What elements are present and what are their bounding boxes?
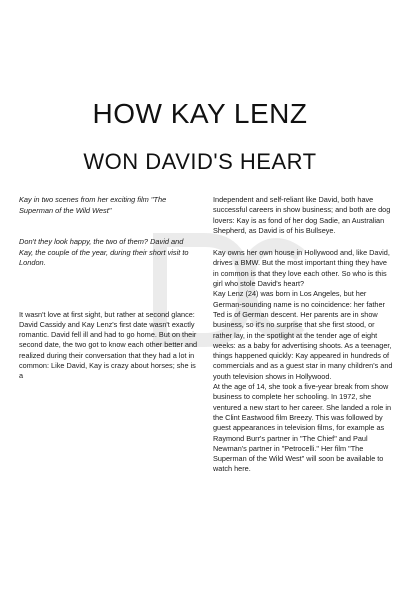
right-column: [213, 195, 393, 475]
article-body-left: It wasn't love at first sight, but rather at second glance: David Cassidy and Kay Lenz's first date wasn't exactly romantic. David fell ill and had to go home. But on their second date, the two got to know each other better and realized during their conversation that they had a lot in common: Like David, Kay is crazy about horses; she is a: [19, 309, 198, 381]
left-column: [19, 195, 199, 382]
article-body-right-1: Independent and self-reliant like David, both have successful careers in show business; and both are dog lovers: Kay is as fond of her dog Sadie, an Australian Shepherd, as David is of his Bullseye.: [213, 195, 391, 235]
headline-line-1: HOW KAY LENZ: [92, 98, 308, 129]
photo-caption-1: Kay in two scenes from her exciting film "The Superman of the Wild West": [19, 195, 167, 215]
headline-line-2: WON DAVID'S HEART: [83, 149, 317, 174]
photo-caption-2: Don't they look happy, the two of them? David and Kay, the couple of the year, during their short visit to London.: [19, 237, 189, 267]
article-body-right-2: Kay owns her own house in Hollywood and, like David, drives a BMW. But the most important thing they have in common is that they love each other. So who is this girl who stole David's heart? Kay Lenz (24) was born in Los Angeles, but her German-sounding name is no coincidence: her father Ted is of German descent. Her parents are in show business, so it's no surprise that she first stood, or rather lay, in the spotlight at the tender age of eight weeks: as a baby for advertising shoots. As a teenager, things happened quickly: Kay appeared in hundreds of commercials and as a guest star in many children's and youth television shows in Hollywood. At the age of 14, she took a five-year break from show business to complete her schooling. In 1972, she ventured a new start to her career. She landed a role in the Clint Eastwood film Breezy. This was followed by guest appearances in television films, for example as Raymond Burr's partner in "The Chief" and Paul Newman's partner in "Petrocelli." Her film "The Superman of the Wild West" will soon be available to watch here.: [213, 248, 393, 474]
